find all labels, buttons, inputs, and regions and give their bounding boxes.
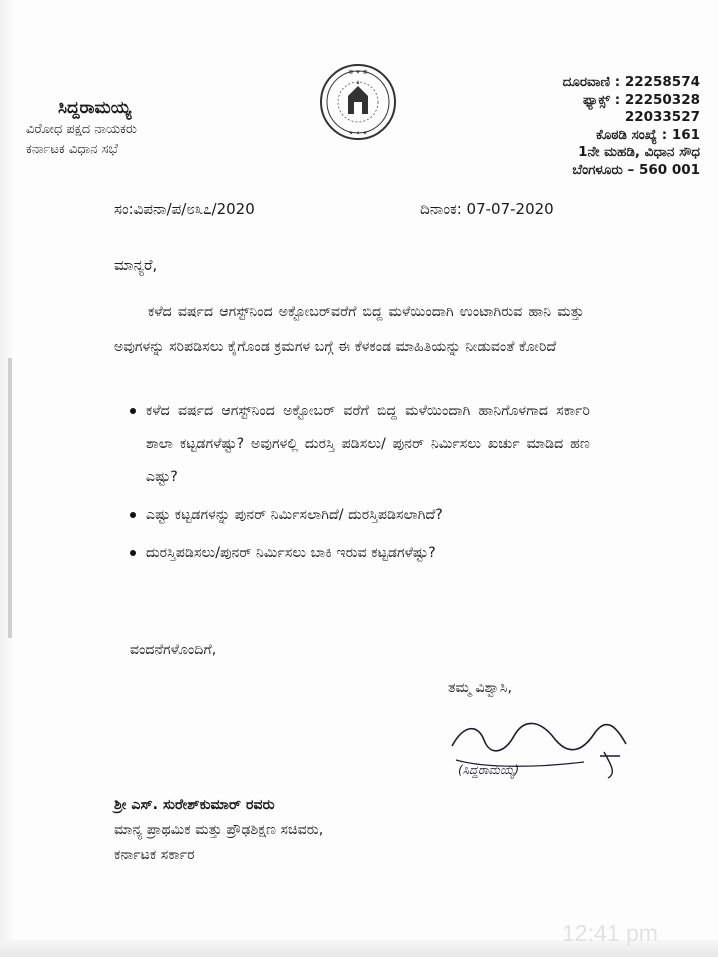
room-label: ಕೊಠಡಿ ಸಂಖ್ಯೆ : — [596, 126, 668, 143]
sender-designation: ವಿರೋಧ ಪಕ್ಷದ ನಾಯಕರು — [26, 122, 137, 137]
sender-house: ಕರ್ನಾಟಕ ವಿಧಾನ ಸಭೆ — [26, 142, 118, 157]
fax-label: ಫ್ಯಾಕ್ಸ್ : — [583, 91, 621, 108]
addressee-block — [114, 793, 534, 868]
handwritten-signature — [444, 716, 634, 782]
scan-shadow-strip — [8, 358, 12, 638]
city-name: ಬೆಂಗಳೂರು – — [572, 161, 635, 178]
fax-number-2: 22033527 — [624, 109, 700, 125]
bullet-icon — [130, 408, 136, 414]
bullet-icon — [130, 550, 136, 556]
letter-date: ದಿನಾಂಕ: 07-07-2020 — [420, 200, 554, 218]
closing-line: ವಂದನೆಗಳೊಂದಿಗೆ, — [130, 642, 217, 658]
assembly-seal-icon — [318, 62, 398, 142]
yours-faithfully: ತಮ್ಮ ವಿಶ್ವಾಸಿ, — [448, 680, 512, 696]
contact-floor: 1ನೇ ಮಹಡಿ, ವಿಧಾನ ಸೌಧ — [578, 144, 700, 160]
contact-city-row — [520, 162, 700, 180]
query-list — [130, 395, 590, 575]
room-number: 161 — [671, 126, 700, 143]
contact-phone-row — [520, 74, 700, 92]
query-item — [130, 499, 590, 532]
query-text: ಕಳೆದ ವರ್ಷದ ಆಗಸ್ಟ್‌ನಿಂದ ಅಕ್ಟೋಬರ್ ವರೆಗೆ ಬಿದ್ದ ಮಳೆಯಿಂದಾಗಿ ಹಾನಿಗೊಳಗಾದ ಸರ್ಕಾರಿ ಶಾಲಾ ಕಟ್ಟಡಗಳೆಷ್ಟು? ಅವುಗಳಲ್ಲಿ ದುರಸ್ತಿ ಪಡಿಸಲು/ ಪುನರ್ ನಿರ್ಮಿಸಲು ಖರ್ಚು ಮಾಡಿದ ಹಣ ಎಷ್ಟು? — [146, 403, 590, 485]
contact-block — [520, 74, 700, 179]
addressee-designation: ಮಾನ್ಯ ಪ್ರಾಥಮಿಕ ಮತ್ತು ಪ್ರೌಢಶಿಕ್ಷಣ ಸಚಿವರು, — [114, 822, 324, 838]
addressee-name: ಶ್ರೀ ಎಸ್. ಸುರೇಶ್‌ಕುಮಾರ್ ರವರು — [114, 797, 275, 813]
body-paragraph: ಕಳೆದ ವರ್ಷದ ಆಗಸ್ಟ್‌ನಿಂದ ಅಕ್ಟೋಬರ್‌ವರೆಗೆ ಬಿದ್ದ ಮಳೆಯಿಂದಾಗಿ ಉಂಟಾಗಿರುವ ಹಾನಿ ಮತ್ತು ಅವುಗಳನ್ನು ಸರಿಪಡಿಸಲು ಕೈಗೊಂಡ ಕ್ರಮಗಳ ಬಗ್ಗೆ ಈ ಕೆಳಕಂಡ ಮಾಹಿತಿಯನ್ನು ನೀಡುವಂತೆ ಕೋರಿದೆ — [114, 304, 584, 355]
sender-block — [26, 96, 256, 160]
phone-number: 22258574 — [624, 74, 700, 90]
contact-fax2-row — [520, 109, 700, 127]
svg-text:✦ ✦ ✦: ✦ ✦ ✦ — [348, 130, 368, 137]
query-text: ದುರಸ್ತಿಪಡಿಸಲು/ಪುನರ್ ನಿರ್ಮಿಸಲು ಬಾಕಿ ಇರುವ ಕಟ್ಟಡಗಳೆಷ್ಟು? — [146, 545, 436, 561]
contact-fax-row — [520, 92, 700, 110]
bullet-icon — [130, 512, 136, 518]
signature-name: (ಸಿದ್ದರಾಮಯ್ಯ) — [458, 763, 520, 777]
svg-text:☸ ✦ ☸: ☸ ✦ ☸ — [348, 69, 368, 76]
contact-room-row — [520, 127, 700, 145]
fax-number: 22250328 — [624, 91, 700, 108]
reference-number: ಸಂ:ವಿಪನಾ/ಪ/೮೩೭/2020 — [114, 200, 255, 218]
photo-timestamp: 12:41 pm — [562, 920, 658, 946]
query-item — [130, 537, 590, 570]
addressee-government: ಕರ್ನಾಟಕ ಸರ್ಕಾರ — [114, 847, 195, 863]
query-item — [130, 395, 590, 494]
salutation: ಮಾನ್ಯರೆ, — [114, 256, 158, 274]
phone-label: ದೂರವಾಣಿ : — [562, 74, 621, 90]
sender-name: ಸಿದ್ದರಾಮಯ್ಯ — [58, 98, 132, 118]
query-text: ಎಷ್ಟು ಕಟ್ಟಡಗಳನ್ನು ಪುನರ್ ನಿರ್ಮಿಸಲಾಗಿದೆ/ ದುರಸ್ತಿಪಡಿಸಲಾಗಿದೆ? — [146, 507, 443, 523]
pincode: 560 001 — [638, 161, 700, 178]
